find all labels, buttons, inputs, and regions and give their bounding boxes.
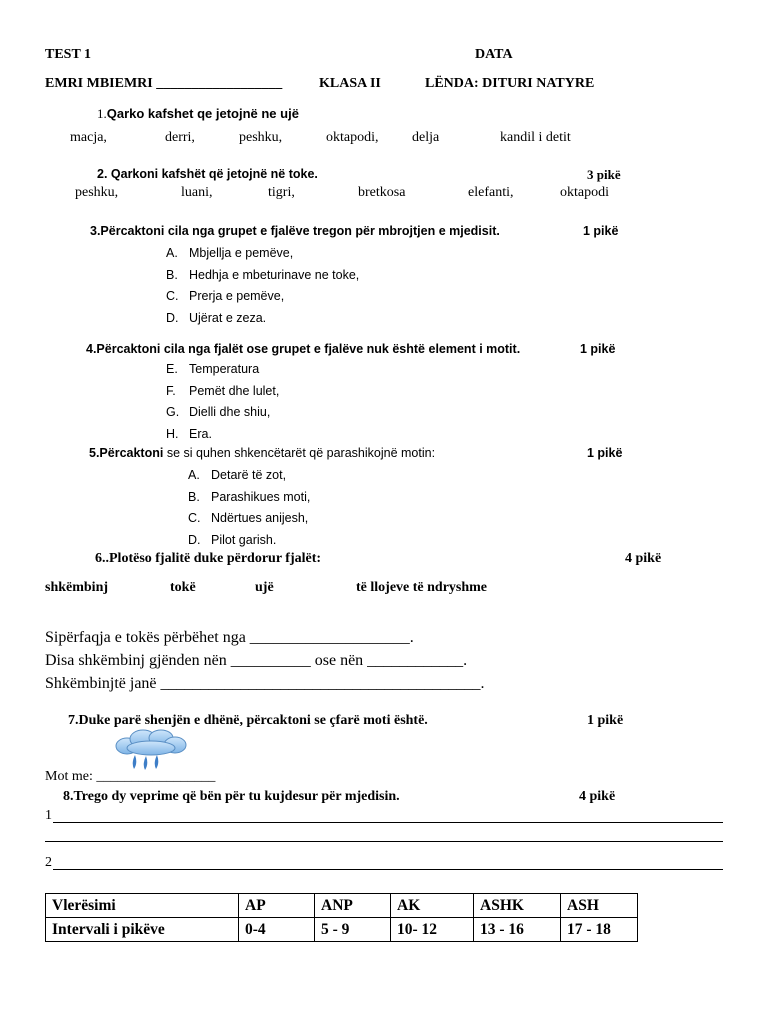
q8-line-number: 1 bbox=[45, 808, 52, 823]
q3-option-d[interactable]: D. Ujërat e zeza. bbox=[166, 311, 267, 326]
subject-label: LËNDA: DITURI NATYRE bbox=[425, 76, 595, 91]
q8-title: 8.Trego dy veprime që bën për tu kujdesur për mjedisin. bbox=[63, 789, 400, 804]
q6-title: 6..Plotëso fjalitë duke përdorur fjalët: bbox=[95, 551, 322, 566]
q1-word: peshku, bbox=[239, 130, 283, 145]
table-row bbox=[46, 894, 638, 918]
q2-title: 2. Qarkoni kafshët që jetojnë në toke. bbox=[97, 167, 318, 181]
answer-line[interactable] bbox=[45, 841, 723, 842]
q2-word: peshku, bbox=[75, 185, 119, 200]
q2-word: oktapodi bbox=[560, 185, 609, 200]
class-label: KLASA II bbox=[319, 76, 381, 91]
table-cell: AK bbox=[391, 894, 474, 918]
q5-points: 1 pikë bbox=[587, 446, 623, 460]
q3-option-c[interactable]: C. Prerja e pemëve, bbox=[166, 289, 285, 304]
q8-line-number: 2 bbox=[45, 855, 52, 870]
q6-sentence[interactable]: Shkëmbinjtë janë ________________________________________. bbox=[45, 675, 485, 692]
answer-line[interactable] bbox=[53, 869, 723, 870]
q7-points: 1 pikë bbox=[587, 713, 624, 728]
q1-word: delja bbox=[412, 130, 440, 145]
q1-word: kandil i detit bbox=[500, 130, 571, 145]
q6-word: ujë bbox=[255, 580, 274, 595]
table-cell: ASHK bbox=[474, 894, 561, 918]
table-cell: ASH bbox=[561, 894, 638, 918]
q4-option-e[interactable]: E. Temperatura bbox=[166, 362, 260, 376]
q4-option-h[interactable]: H. Era. bbox=[166, 427, 212, 442]
q5-option-d[interactable]: D. Pilot garish. bbox=[188, 533, 277, 548]
table-cell: AP bbox=[239, 894, 315, 918]
q2-points: 3 pikë bbox=[587, 167, 621, 182]
table-cell: 17 - 18 bbox=[561, 918, 638, 942]
table-row bbox=[46, 918, 638, 942]
q2-word: luani, bbox=[181, 185, 213, 200]
q4-option-f[interactable]: F. Pemët dhe lulet, bbox=[166, 383, 280, 398]
answer-line[interactable] bbox=[53, 822, 723, 823]
table-cell: Intervali i pikëve bbox=[46, 918, 239, 942]
q4-option-g[interactable]: G. Dielli dhe shiu, bbox=[166, 405, 271, 420]
q6-word: shkëmbinj bbox=[45, 580, 109, 595]
q3-option-b[interactable]: B. Hedhja e mbeturinave ne toke, bbox=[166, 267, 360, 282]
table-cell: ANP bbox=[315, 894, 391, 918]
q2-word: tigri, bbox=[268, 185, 295, 200]
q1-title: 1.Qarko kafshet qe jetojnë ne ujë bbox=[97, 106, 299, 121]
q5-title: 5.Përcaktoni se si quhen shkencëtarët që parashikojnë motin: bbox=[89, 446, 436, 460]
q3-options bbox=[166, 243, 359, 330]
name-field: EMRI MBIEMRI __________________ bbox=[45, 76, 283, 91]
q5-option-a[interactable]: A. Detarë të zot, bbox=[188, 468, 287, 482]
table-cell: 13 - 16 bbox=[474, 918, 561, 942]
q7-answer[interactable]: Mot me: _________________ bbox=[45, 769, 216, 784]
date-label: DATA bbox=[475, 47, 513, 62]
q6-points: 4 pikë bbox=[625, 551, 662, 566]
q6-word: të llojeve të ndryshme bbox=[356, 580, 488, 595]
q1-word: derri, bbox=[165, 130, 195, 145]
table-cell: 0-4 bbox=[239, 918, 315, 942]
q1-word: macja, bbox=[70, 130, 107, 145]
q4-title: 4.Përcaktoni cila nga fjalët ose grupet e fjalëve nuk është element i motit. bbox=[86, 342, 521, 356]
q6-sentence[interactable]: Disa shkëmbinj gjënden nën __________ ose nën ____________. bbox=[45, 652, 468, 669]
q5-option-b[interactable]: B. Parashikues moti, bbox=[188, 489, 311, 504]
q2-word: bretkosa bbox=[358, 185, 406, 200]
table-cell: Vlerësimi bbox=[46, 894, 239, 918]
table-cell: 10- 12 bbox=[391, 918, 474, 942]
q8-points: 4 pikë bbox=[579, 789, 616, 804]
q5-options bbox=[188, 465, 310, 552]
grading-table bbox=[45, 893, 638, 942]
q2-word: elefanti, bbox=[468, 185, 514, 200]
q7-title: 7.Duke parë shenjën e dhënë, përcaktoni se çfarë moti është. bbox=[68, 713, 428, 728]
q4-options bbox=[166, 359, 279, 446]
table-cell: 5 - 9 bbox=[315, 918, 391, 942]
q6-word: tokë bbox=[170, 580, 196, 595]
test-title: TEST 1 bbox=[45, 47, 92, 62]
q1-word: oktapodi, bbox=[326, 130, 379, 145]
q4-points: 1 pikë bbox=[580, 342, 616, 356]
q3-option-a[interactable]: A. Mbjellja e pemëve, bbox=[166, 246, 294, 260]
q5-option-c[interactable]: C. Ndërtues anijesh, bbox=[188, 511, 309, 526]
q3-points: 1 pikë bbox=[583, 224, 619, 238]
q6-sentence[interactable]: Sipërfaqja e tokës përbëhet nga ____________________. bbox=[45, 629, 414, 646]
q3-title: 3.Përcaktoni cila nga grupet e fjalëve tregon për mbrojtjen e mjedisit. bbox=[90, 224, 500, 238]
rain-cloud-icon bbox=[113, 729, 189, 773]
